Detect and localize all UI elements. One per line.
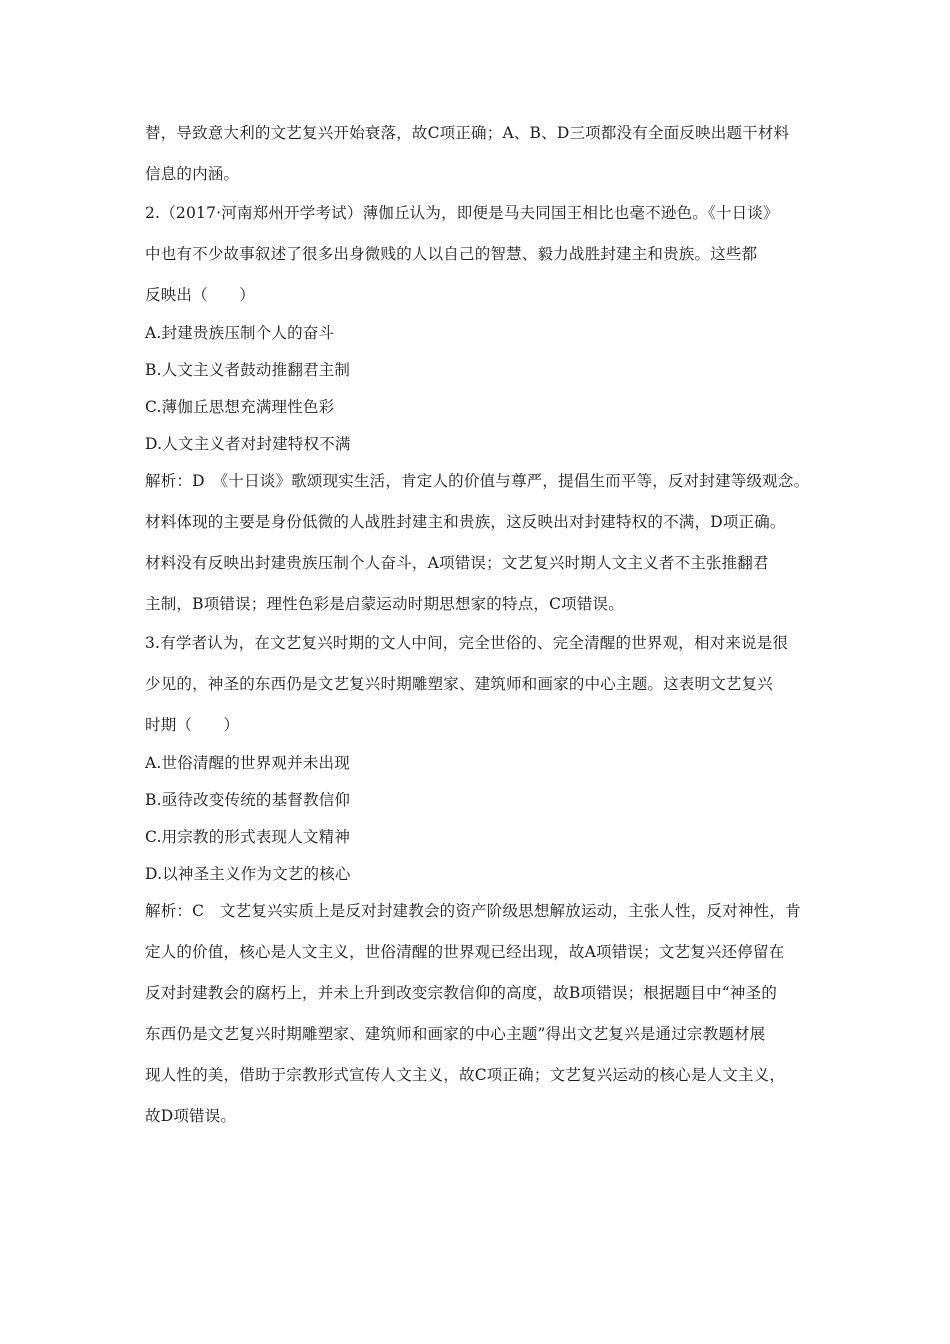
question-2-stem: 反映出（ ） (145, 286, 255, 304)
question-3-option-c: C.用宗教的形式表现人文精神 (145, 828, 351, 846)
question-2-option-b: B.人文主义者鼓动推翻君主制 (145, 361, 351, 379)
question-2-analysis: 材料体现的主要是身份低微的人战胜封建主和贵族，这反映出对封建特权的不满，D项正确。 (145, 513, 786, 531)
question-2-option-a: A.封建贵族压制个人的奋斗 (145, 324, 335, 342)
question-3-analysis: 反对封建教会的腐朽上，并未上升到改变宗教信仰的高度，故B项错误；根据题目中“神圣的 (145, 984, 778, 1002)
question-3-stem: 时期（ ） (145, 716, 240, 734)
question-3-option-d: D.以神圣主义作为文艺的核心 (145, 865, 351, 883)
question-3-analysis: 东西仍是文艺复兴时期雕塑家、建筑师和画家的中心主题”得出文艺复兴是通过宗教题材展 (145, 1025, 766, 1043)
question-3-analysis: 故D项错误。 (145, 1107, 237, 1125)
question-3-option-a: A.世俗清醒的世界观并未出现 (145, 754, 350, 772)
question-2-option-c: C.薄伽丘思想充满理性色彩 (145, 398, 335, 416)
question-3-analysis: 现人性的美，借助于宗教形式宣传人文主义，故C项正确；文艺复兴运动的核心是人文主义， (145, 1066, 786, 1084)
question-2-analysis: 主制，B项错误；理性色彩是启蒙运动时期思想家的特点，C项错误。 (145, 595, 624, 613)
question-2-analysis: 解析：D 《十日谈》歌颂现实生活，肯定人的价值与尊严，提倡生而平等，反对封建等级观念。 (145, 472, 810, 490)
document-page (145, 122, 825, 1127)
question-2-stem: 中也有不少故事叙述了很多出身微贱的人以自己的智慧、毅力战胜封建主和贵族。这些都 (145, 245, 758, 263)
text-line: 替，导致意大利的文艺复兴开始衰落，故C项正确；A、B、D三项都没有全面反映出题干材料 (145, 124, 790, 142)
question-3-option-b: B.亟待改变传统的基督教信仰 (145, 791, 351, 809)
question-2-option-d: D.人文主义者对封建特权不满 (145, 435, 351, 453)
question-3-analysis: 定人的价值，核心是人文主义，世俗清醒的世界观已经出现，故A项错误；文艺复兴还停留在 (145, 943, 785, 961)
question-3-stem: 少见的，神圣的东西仍是文艺复兴时期雕塑家、建筑师和画家的中心主题。这表明文艺复兴 (145, 675, 774, 693)
question-2-stem: 2.（2017·河南郑州开学考试）薄伽丘认为，即便是马夫同国王相比也毫不逊色。《十日谈》 (145, 204, 779, 222)
question-3-stem: 3.有学者认为，在文艺复兴时期的文人中间，完全世俗的、完全清醒的世界观，相对来说是很 (145, 634, 789, 652)
text-line: 信息的内涵。 (145, 165, 240, 183)
question-3-analysis: 解析：C 文艺复兴实质上是反对封建教会的资产阶级思想解放运动，主张人性，反对神性，肯 (145, 902, 801, 920)
question-2-analysis: 材料没有反映出封建贵族压制个人奋斗，A项错误；文艺复兴时期人文主义者不主张推翻君 (145, 554, 769, 572)
